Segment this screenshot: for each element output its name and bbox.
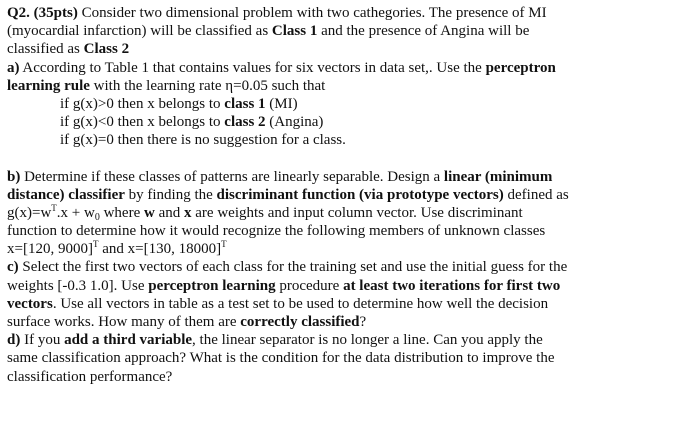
part-c-line-2 [7,277,700,295]
rule-text: if g(x)>0 then x belongs to [60,95,225,112]
transpose-sup: T [51,202,57,213]
part-d-line-2 [7,349,700,367]
rule-class-1 [7,95,700,113]
learning-rule-term: learning rule [7,77,90,94]
part-a-text: According to Table 1 that contains values for six vectors in data set,. Use the [19,59,486,76]
part-a-line-1 [7,59,700,77]
formula-text: g(x)=w [7,204,52,221]
part-d-label: d) [7,332,21,349]
rule-no-class [7,131,700,149]
part-b-text: are weights and input column vector. Use discriminant [191,204,523,221]
transpose-sup: T [92,239,99,250]
part-c-label: c) [7,259,19,276]
part-a-label: a) [7,59,20,76]
part-d-text: classification performance? [7,368,173,385]
rule-class-2 [7,113,700,131]
part-b-line-2 [7,186,700,204]
part-b-text: function to determine how it would recognize the following members of unknown classes [7,223,546,240]
part-c-text: ? [359,314,367,330]
part-c-line-4 [7,313,700,331]
part-a-line-2 [7,77,700,95]
spacer [7,150,700,168]
perceptron-term: perceptron [485,59,556,76]
part-b-text: defined as [503,186,569,203]
part-b-text: Determine if these classes of patterns are linearly separable. Design a [20,168,444,185]
formula-text: .x + w [56,204,95,221]
vectors-term: vectors [7,295,53,312]
part-c-text: Select the first two vectors of each class for the training set and use the initial guess for the [18,259,568,276]
transpose-sup: T [221,239,227,250]
linear-min-term: linear (minimum [443,168,553,185]
part-b-text: by finding the [124,186,217,203]
part-b-line-5 [7,240,700,258]
q2-intro-text: and the presence of Angina will be [317,23,530,40]
iterations-term: at least two iterations for first two [343,277,561,294]
q2-intro-text: Consider two dimensional problem with two cathegories. The presence of MI [77,5,547,21]
q2-intro-text: (myocardial infarction) will be classified as [7,23,272,40]
part-b-text: where [99,204,144,221]
q2-heading: Q2. (35pts) [7,5,78,21]
q2-intro-text: classified as [7,41,84,58]
discriminant-term: discriminant function (via prototype vectors) [216,186,504,203]
vector-text: and x=[130, 18000] [98,241,222,258]
q2-line-2 [7,22,700,40]
rule-text: (Angina) [265,114,324,131]
class-2-label: Class 2 [83,41,130,58]
q2-line-3 [7,40,700,58]
part-b-text: and [154,204,185,221]
part-c-line-3 [7,295,700,313]
rule-class: class 2 [224,114,266,131]
class-1-label: Class 1 [271,23,318,40]
rule-text: if g(x)<0 then x belongs to [60,114,225,131]
part-d-text: , the linear separator is no longer a line. Can you apply the [192,332,543,349]
part-b-line-4 [7,222,700,240]
perceptron-learning-term: perceptron learning [148,277,276,294]
rule-class: class 1 [224,95,266,112]
part-d-text: If you [20,332,65,349]
part-a-text: with the learning rate η=0.05 such that [89,77,326,94]
x-var: x [184,204,192,221]
part-c-text: weights [-0.3 1.0]. Use [7,277,149,294]
vector-text: x=[120, 9000] [7,241,93,258]
correctly-classified-term: correctly classified [240,314,360,330]
third-variable-term: add a third variable [64,332,193,349]
distance-classifier-term: distance) classifier [7,186,125,203]
part-c-text: procedure [275,277,344,294]
subscript: 0 [94,211,100,223]
part-b-line-3 [7,204,700,222]
part-c-text: surface works. How many of them are [7,314,241,330]
part-d-text: same classification approach? What is the condition for the data distribution to improve the [7,350,555,367]
rule-text: (MI) [265,95,298,112]
part-b-label: b) [7,168,21,185]
part-b-line-1 [7,168,700,186]
part-c-line-1 [7,258,700,276]
part-c-text: . Use all vectors in table as a test set to be used to determine how well the decision [52,295,549,312]
w-var: w [144,204,155,221]
q2-line-1 [7,4,700,22]
rule-text: if g(x)=0 then there is no suggestion for a class. [60,132,346,149]
part-d-line-1 [7,331,700,349]
part-d-line-3 [7,368,700,386]
